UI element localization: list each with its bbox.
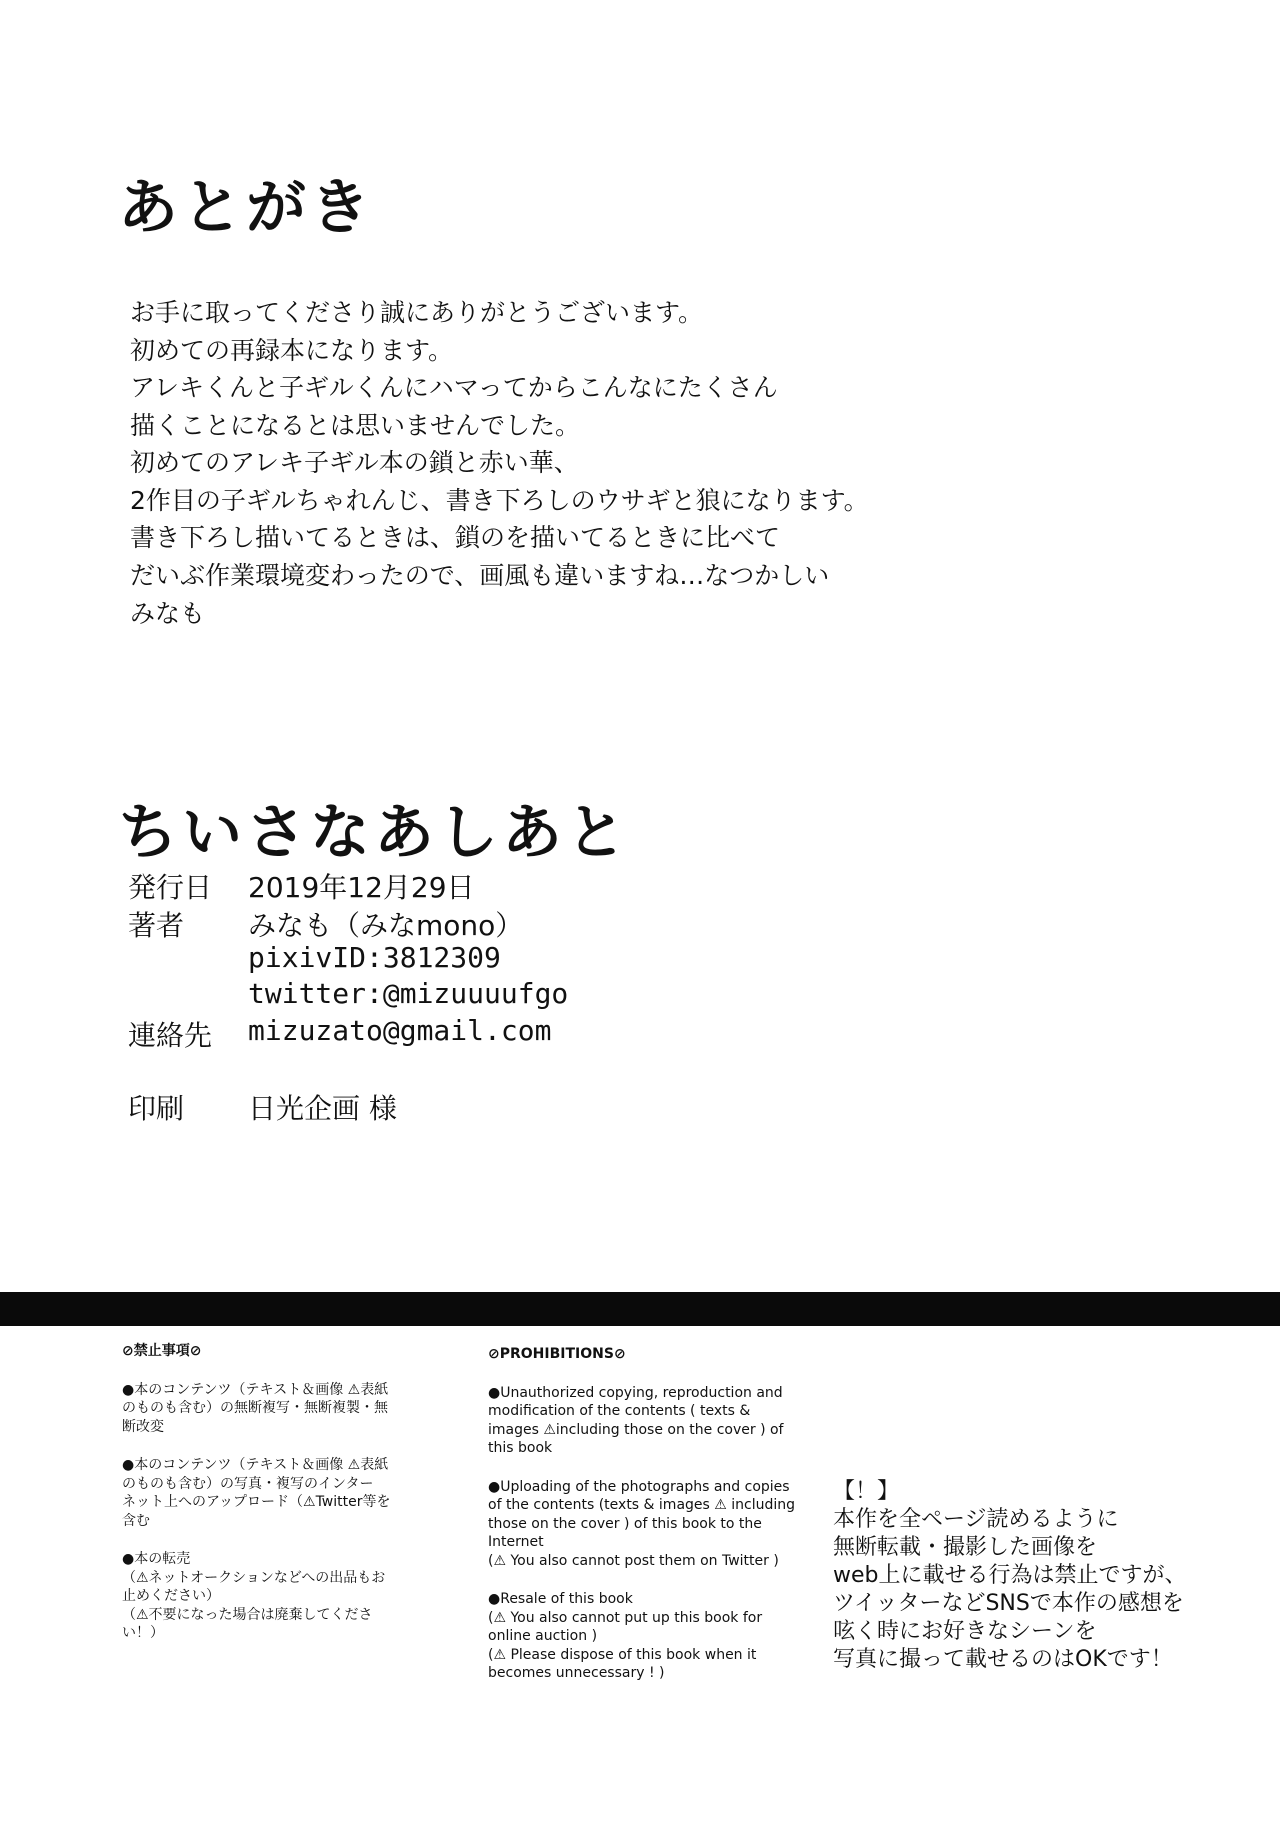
prohibition-line: becomes unnecessary ! ) (488, 1665, 665, 1681)
prohibitions-en-heading: ⊘PROHIBITIONS⊘ (488, 1346, 626, 1362)
notice-line: 呟く時にお好きなシーンを (833, 1619, 1097, 1644)
sns-notice (833, 1478, 1233, 1674)
prohibitions-jp-heading: ⊘禁止事項⊘ (122, 1343, 202, 1359)
afterword-line: アレキくんと子ギルくんにハマってからこんなにたくさん (130, 373, 778, 402)
prohibitions-jp (122, 1342, 412, 1643)
afterword-line: 描くことになるとは思いませんでした。 (130, 410, 581, 440)
afterword-line: 初めてのアレキ子ギル本の鎖と赤い華、 (130, 448, 579, 477)
prohibition-line: ●Resale of this book (488, 1591, 633, 1607)
prohibition-line: い！） (122, 1625, 164, 1641)
prohibition-item (488, 1590, 808, 1683)
notice-line: 無断転載・撮影した画像を (833, 1535, 1098, 1560)
prohibition-line: ●本のコンテンツ（テキスト＆画像 ⚠表紙 (122, 1457, 389, 1473)
prohibition-line: (⚠ You also cannot put up this book for (488, 1609, 763, 1626)
prohibition-line: 断改変 (122, 1418, 164, 1435)
prohibition-line: of the contents (texts & images ⚠ including (488, 1497, 796, 1513)
notice-line: 本作を全ページ読めるように (833, 1507, 1119, 1532)
prohibition-line: のものも含む）の無断複写・無断複製・無 (122, 1400, 388, 1416)
print-label: 印刷 (128, 1092, 185, 1125)
printer-name: 日光企画 様 (248, 1092, 397, 1125)
prohibition-line: this book (488, 1440, 553, 1456)
prohibition-line: (⚠ You also cannot post them on Twitter ) (488, 1552, 779, 1569)
prohibition-line: （⚠不要になった場合は廃棄してくださ (122, 1606, 373, 1623)
notice-line: ツイッターなどSNSで本作の感想を (833, 1591, 1184, 1616)
contact-email: mizuzato@gmail.com (248, 1014, 552, 1047)
prohibition-item (122, 1456, 412, 1530)
prohibition-line: ●本の転売 (122, 1551, 191, 1567)
afterword-line: 2作目の子ギルちゃれんじ、書き下ろしのウサギと狼になります。 (130, 485, 869, 515)
prohibitions-en (488, 1345, 808, 1683)
afterword-line: 書き下ろし描いてるときは、鎖のを描いてるときに比べて (130, 523, 781, 552)
prohibition-line: のものも含む）の写真・複写のインター (122, 1475, 374, 1492)
prohibition-item (488, 1478, 808, 1571)
afterword-signature: みなも (130, 599, 206, 628)
prohibition-line: ●Uploading of the photographs and copies (488, 1478, 790, 1495)
divider-bar (0, 1292, 1280, 1326)
author-name: みなも（みなmono） (248, 909, 524, 942)
prohibition-item (122, 1550, 412, 1643)
notice-line: 写真に撮って載せるのはOKです！ (833, 1647, 1173, 1672)
prohibition-item (488, 1384, 808, 1458)
notice-mark: 【！】 (833, 1479, 900, 1504)
afterword-heading: あとがき (118, 173, 374, 243)
afterword-line: お手に取ってくださり誠にありがとうございます。 (130, 298, 704, 327)
prohibition-line: （⚠ネットオークションなどへの出品もお (122, 1569, 386, 1586)
prohibition-line: online auction ) (488, 1628, 598, 1644)
prohibition-line: ●本のコンテンツ（テキスト＆画像 ⚠表紙 (122, 1381, 389, 1398)
afterword-line: だいぶ作業環境変わったので、画風も違いますね…なつかしい (130, 560, 830, 590)
twitter-handle: twitter:@mizuuuufgo (248, 977, 569, 1010)
prohibition-line: images ⚠including those on the cover ) of (488, 1421, 784, 1438)
prohibition-line: ●Unauthorized copying, reproduction and (488, 1384, 783, 1401)
contact-label: 連絡先 (128, 1019, 213, 1052)
prohibition-line: ネット上へのアップロード（⚠Twitter等を (122, 1494, 391, 1510)
author-label: 著者 (128, 909, 185, 942)
pixiv-id: pixivID:3812309 (248, 941, 501, 974)
colophon-title: ちいさなあしあと (118, 798, 630, 868)
prohibition-line: modification of the contents ( texts & (488, 1403, 751, 1419)
prohibition-line: those on the cover ) of this book to the (488, 1515, 762, 1532)
afterword-line: 初めての再録本になります。 (130, 335, 454, 365)
prohibition-line: 止めください） (122, 1588, 220, 1604)
prohibition-line: Internet (488, 1534, 544, 1550)
afterword-body (130, 294, 869, 594)
prohibition-line: 含む (122, 1512, 150, 1529)
issue-date: 2019年12月29日 (248, 871, 475, 904)
prohibition-item (122, 1381, 412, 1437)
notice-line: web上に載せる行為は禁止ですが、 (833, 1563, 1187, 1588)
prohibition-line: (⚠ Please dispose of this book when it (488, 1646, 757, 1663)
issue-date-label: 発行日 (128, 871, 213, 904)
